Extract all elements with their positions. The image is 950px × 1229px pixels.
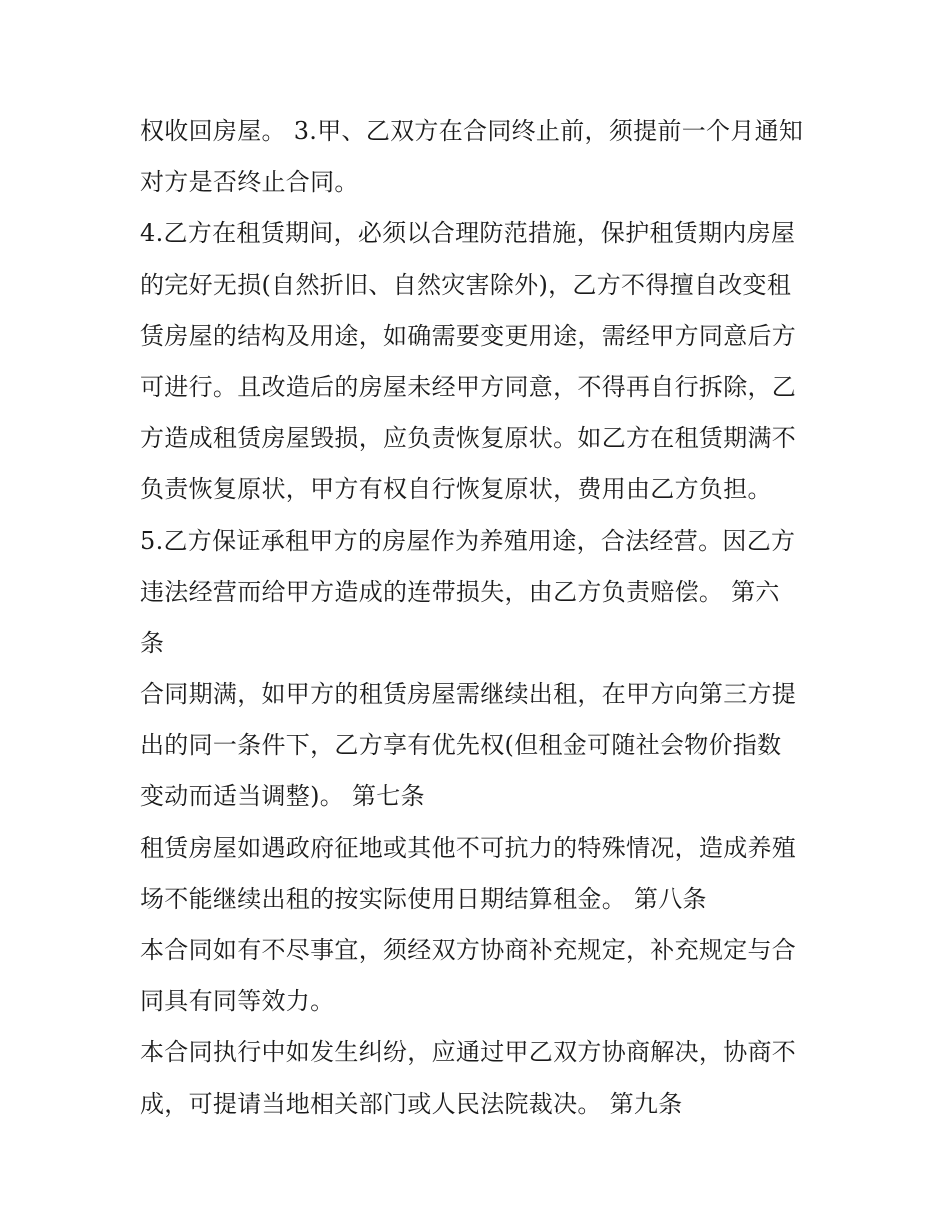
text-line: 方造成租赁房屋毁损，应负责恢复原状。如乙方在租赁期满不 [140, 424, 797, 453]
text-line: 条 [140, 628, 165, 657]
text-line: 变动而适当调整)。 第七条 [140, 782, 425, 811]
text-line: 成，可提请当地相关部门或人民法院裁决。 第九条 [140, 1089, 683, 1118]
text-line: 权收回房屋。 3.甲、乙双方在合同终止前，须提前一个月通知 [140, 117, 804, 145]
text-line: 本合同执行中如发生纠纷，应通过甲乙双方协商解决，协商不 [140, 1038, 797, 1067]
text-line: 赁房屋的结构及用途，如确需要变更用途，需经甲方同意后方 [140, 321, 797, 350]
text-line: 可进行。且改造后的房屋未经甲方同意，不得再自行拆除，乙 [140, 372, 797, 401]
text-line: 5.乙方保证承租甲方的房屋作为养殖用途，合法经营。因乙方 [140, 526, 796, 555]
text-line: 同具有同等效力。 [140, 987, 335, 1016]
text-line: 的完好无损(自然折旧、自然灾害除外)，乙方不得擅自改变租 [140, 270, 792, 299]
text-line: 场不能继续出租的按实际使用日期结算租金。 第八条 [140, 884, 707, 913]
text-line: 违法经营而给甲方造成的连带损失，由乙方负责赔偿。 第六 [140, 577, 780, 606]
text-line: 本合同如有不尽事宜，须经双方协商补充规定，补充规定与合 [140, 936, 797, 964]
text-line: 负责恢复原状，甲方有权自行恢复原状，费用由乙方负担。 [140, 475, 772, 504]
text-line: 对方是否终止合同。 [140, 168, 359, 197]
text-line: 出的同一条件下，乙方享有优先权(但租金可随社会物价指数 [140, 731, 782, 760]
text-line: 4.乙方在租赁期间，必须以合理防范措施，保护租赁期内房屋 [140, 219, 796, 248]
contract-text-body [140, 106, 820, 1130]
text-line: 合同期满，如甲方的租赁房屋需继续出租，在甲方向第三方提 [140, 680, 797, 709]
text-line: 租赁房屋如遇政府征地或其他不可抗力的特殊情况，造成养殖 [140, 833, 797, 862]
